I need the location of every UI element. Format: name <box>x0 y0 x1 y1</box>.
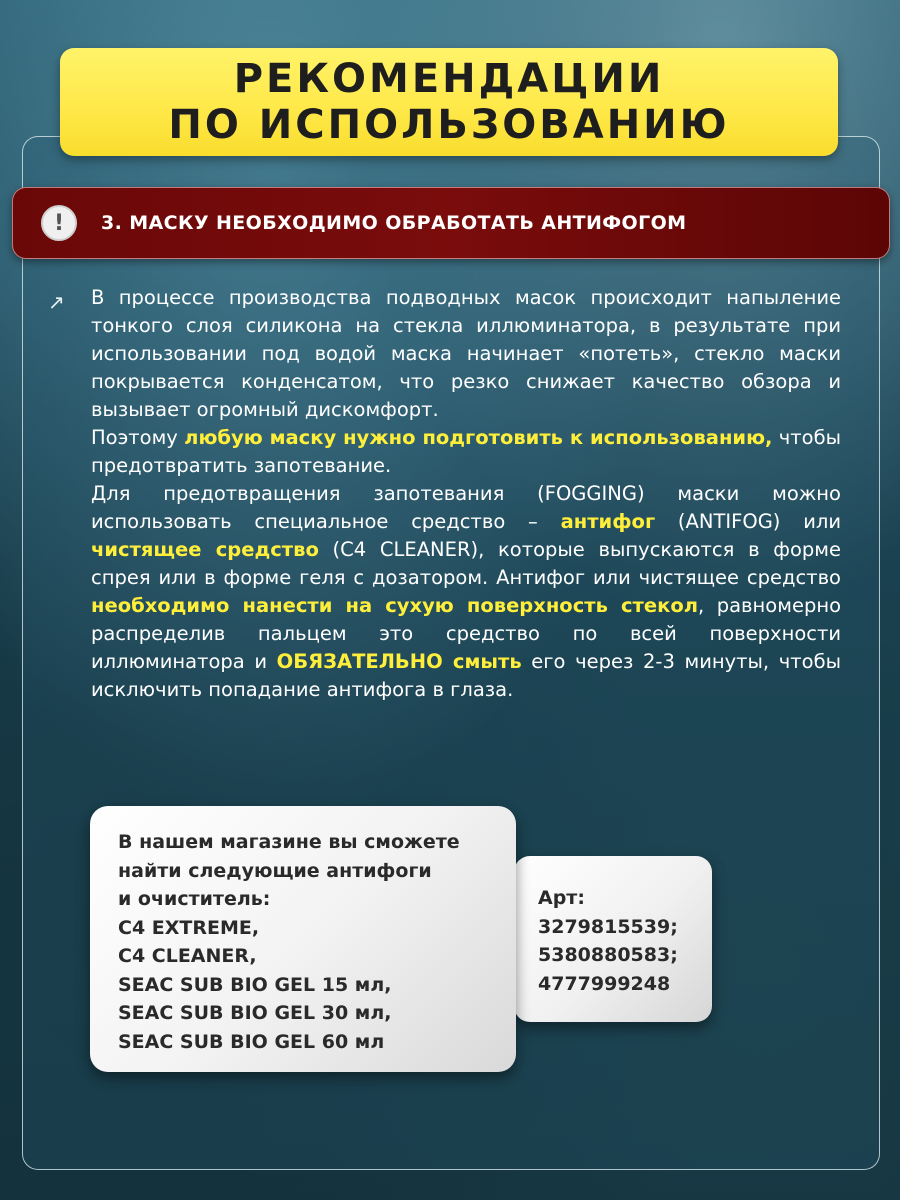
store-products-card <box>90 806 516 1072</box>
article-number: 5380880583; <box>538 944 678 966</box>
instructions-text <box>91 284 841 704</box>
text-span: (ANTIFOG) или <box>655 510 842 533</box>
text-span: , равномерно распределив пальцем это средство по всей поверхности иллюминатора и <box>91 594 841 673</box>
page-title-line-1: РЕКОМЕНДАЦИИ <box>233 56 665 102</box>
product-item: SEAC SUB BIO GEL 60 мл <box>118 1030 385 1053</box>
text-span: Для предотвращения запотевания (FOGGING) маски можно использовать специальное средство – <box>91 482 841 533</box>
text-span: (C4 CLEANER), которые выпускаются в форме спрея или в форме геля с дозатором. Антифог или чистящее средство <box>91 538 841 589</box>
product-item: SEAC SUB BIO GEL 30 мл, <box>118 1002 392 1024</box>
text-span: его через 2-3 минуты, чтобы исключить попадание антифога в глаза. <box>91 650 841 701</box>
article-label: Арт: <box>538 887 585 909</box>
step-header <box>12 187 890 259</box>
highlight-text: антифог <box>560 510 656 533</box>
product-item: C4 CLEANER, <box>118 945 257 967</box>
title-banner <box>60 48 838 156</box>
paragraph-3 <box>91 480 841 704</box>
exclamation-circle-icon: ! <box>41 205 77 241</box>
paragraph-1: В процессе производства подводных масок происходит напыление тонкого слоя силикона на стекла иллюминатора, в результате при использовании под водой маска начинает «потеть», стекло маски покрывается конденсатом, что резко снижает качество обзора и вызывает огромный дискомфорт. <box>91 286 841 421</box>
paragraph-2 <box>91 424 841 480</box>
store-line: В нашем магазине вы сможете <box>118 831 460 853</box>
article-numbers-card <box>514 856 712 1022</box>
page-title-line-2: ПО ИСПОЛЬЗОВАНИЮ <box>168 102 730 148</box>
highlight-text: необходимо нанести на сухую поверхность стекол <box>91 594 699 617</box>
highlight-text: любую маску нужно подготовить к использованию, <box>184 426 773 449</box>
highlight-text: чистящее средство <box>91 538 319 561</box>
article-list <box>538 884 678 998</box>
text-span: Поэтому <box>91 426 185 449</box>
text-span: чтобы предотвратить запотевание. <box>91 426 841 477</box>
product-item: SEAC SUB BIO GEL 15 мл, <box>118 973 392 996</box>
store-products-list <box>118 828 460 1056</box>
step-title: 3. МАСКУ НЕОБХОДИМО ОБРАБОТАТЬ АНТИФОГОМ <box>101 212 687 234</box>
article-number: 3279815539; <box>538 915 678 938</box>
arrow-up-right-icon: ↗ <box>48 290 65 314</box>
article-number: 4777999248 <box>538 972 671 995</box>
store-line: и очиститель: <box>118 888 271 910</box>
store-line: найти следующие антифоги <box>118 859 432 882</box>
product-item: C4 EXTREME, <box>118 916 260 939</box>
highlight-text: ОБЯЗАТЕЛЬНО смыть <box>276 650 522 673</box>
